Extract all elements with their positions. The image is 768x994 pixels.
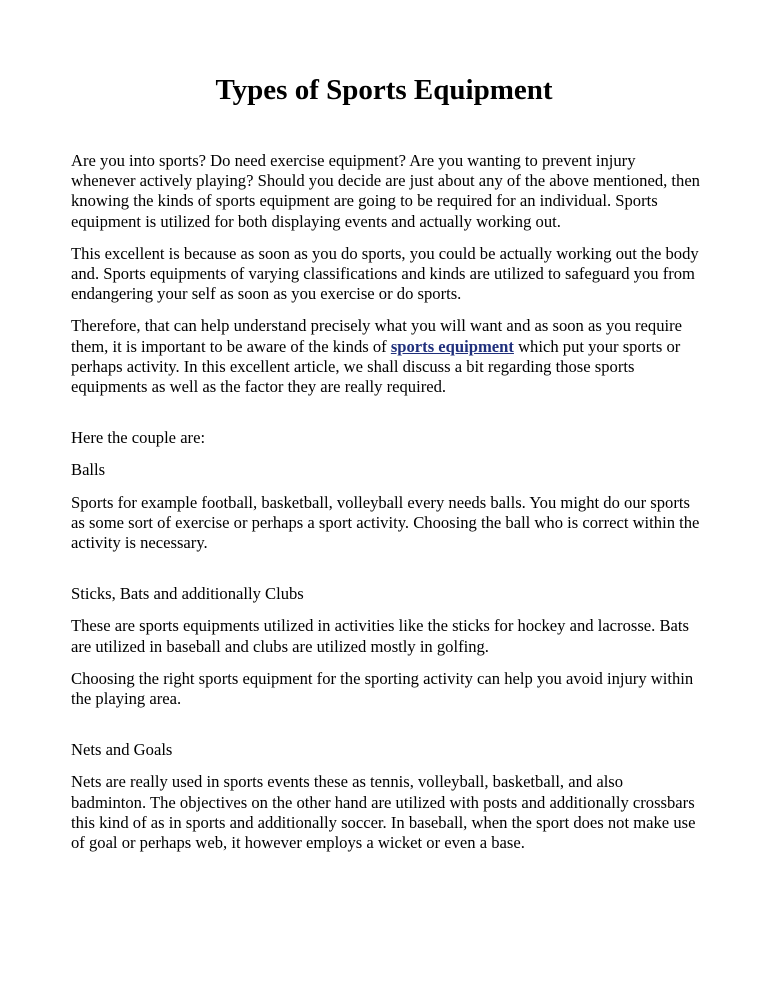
intro-paragraph-3 — [71, 316, 701, 397]
list-intro: Here the couple are: — [71, 428, 206, 448]
intro-paragraph-2: This excellent is because as soon as you do sports, you could be actually working out the body and. Sports equipments of varying classifications and kinds are utilized to safeguard you from endangering your self as soon as you exercise or do sports. — [71, 243, 699, 304]
intro-paragraph-1: Are you into sports? Do need exercise equipment? Are you wanting to prevent injury whenever actively playing? Should you decide are just about any of the above mentioned, then knowing the kinds of sports equipment are going to be required for an individual. Sports equipment is utilized for both displaying events and actually working out. — [71, 151, 700, 231]
sports-equipment-link[interactable]: sports equipment — [390, 336, 514, 356]
nets-paragraph: Nets are really used in sports events these as tennis, volleyball, basketball, and also badminton. The objectives on the other hand are utilized with posts and additionally crossbars this kind of as in sports and additionally soccer. In baseball, when the sport does not make use of goal or perhaps web, it however employs a wicket or even a base. — [71, 772, 696, 853]
paragraph-3-text-before: Therefore, that can help understand precisely what you will want and as soon as you require them, it is important to be aware of the kinds of — [71, 316, 683, 356]
paragraph-3-text-after: which put your sports or perhaps activity. In this excellent article, we shall discuss a bit regarding those sports equipments as well as the factor they are really required. — [71, 336, 681, 397]
nets-heading: Nets and Goals — [71, 740, 173, 760]
balls-paragraph: Sports for example football, basketball, volleyball every needs balls. You might do our sports as some sort of exercise or perhaps a sport activity. Choosing the ball who is correct within the activity is necessary. — [71, 492, 700, 553]
sticks-paragraph-1: These are sports equipments utilized in activities like the sticks for hockey and lacrosse. Bats are utilized in baseball and clubs are utilized mostly in golfing. — [71, 616, 689, 656]
sticks-heading: Sticks, Bats and additionally Clubs — [71, 584, 304, 604]
page-title: Types of Sports Equipment — [215, 74, 553, 106]
balls-heading: Balls — [71, 460, 106, 480]
document-body — [71, 151, 701, 865]
sticks-paragraph-2: Choosing the right sports equipment for the sporting activity can help you avoid injury within the playing area. — [71, 668, 694, 709]
